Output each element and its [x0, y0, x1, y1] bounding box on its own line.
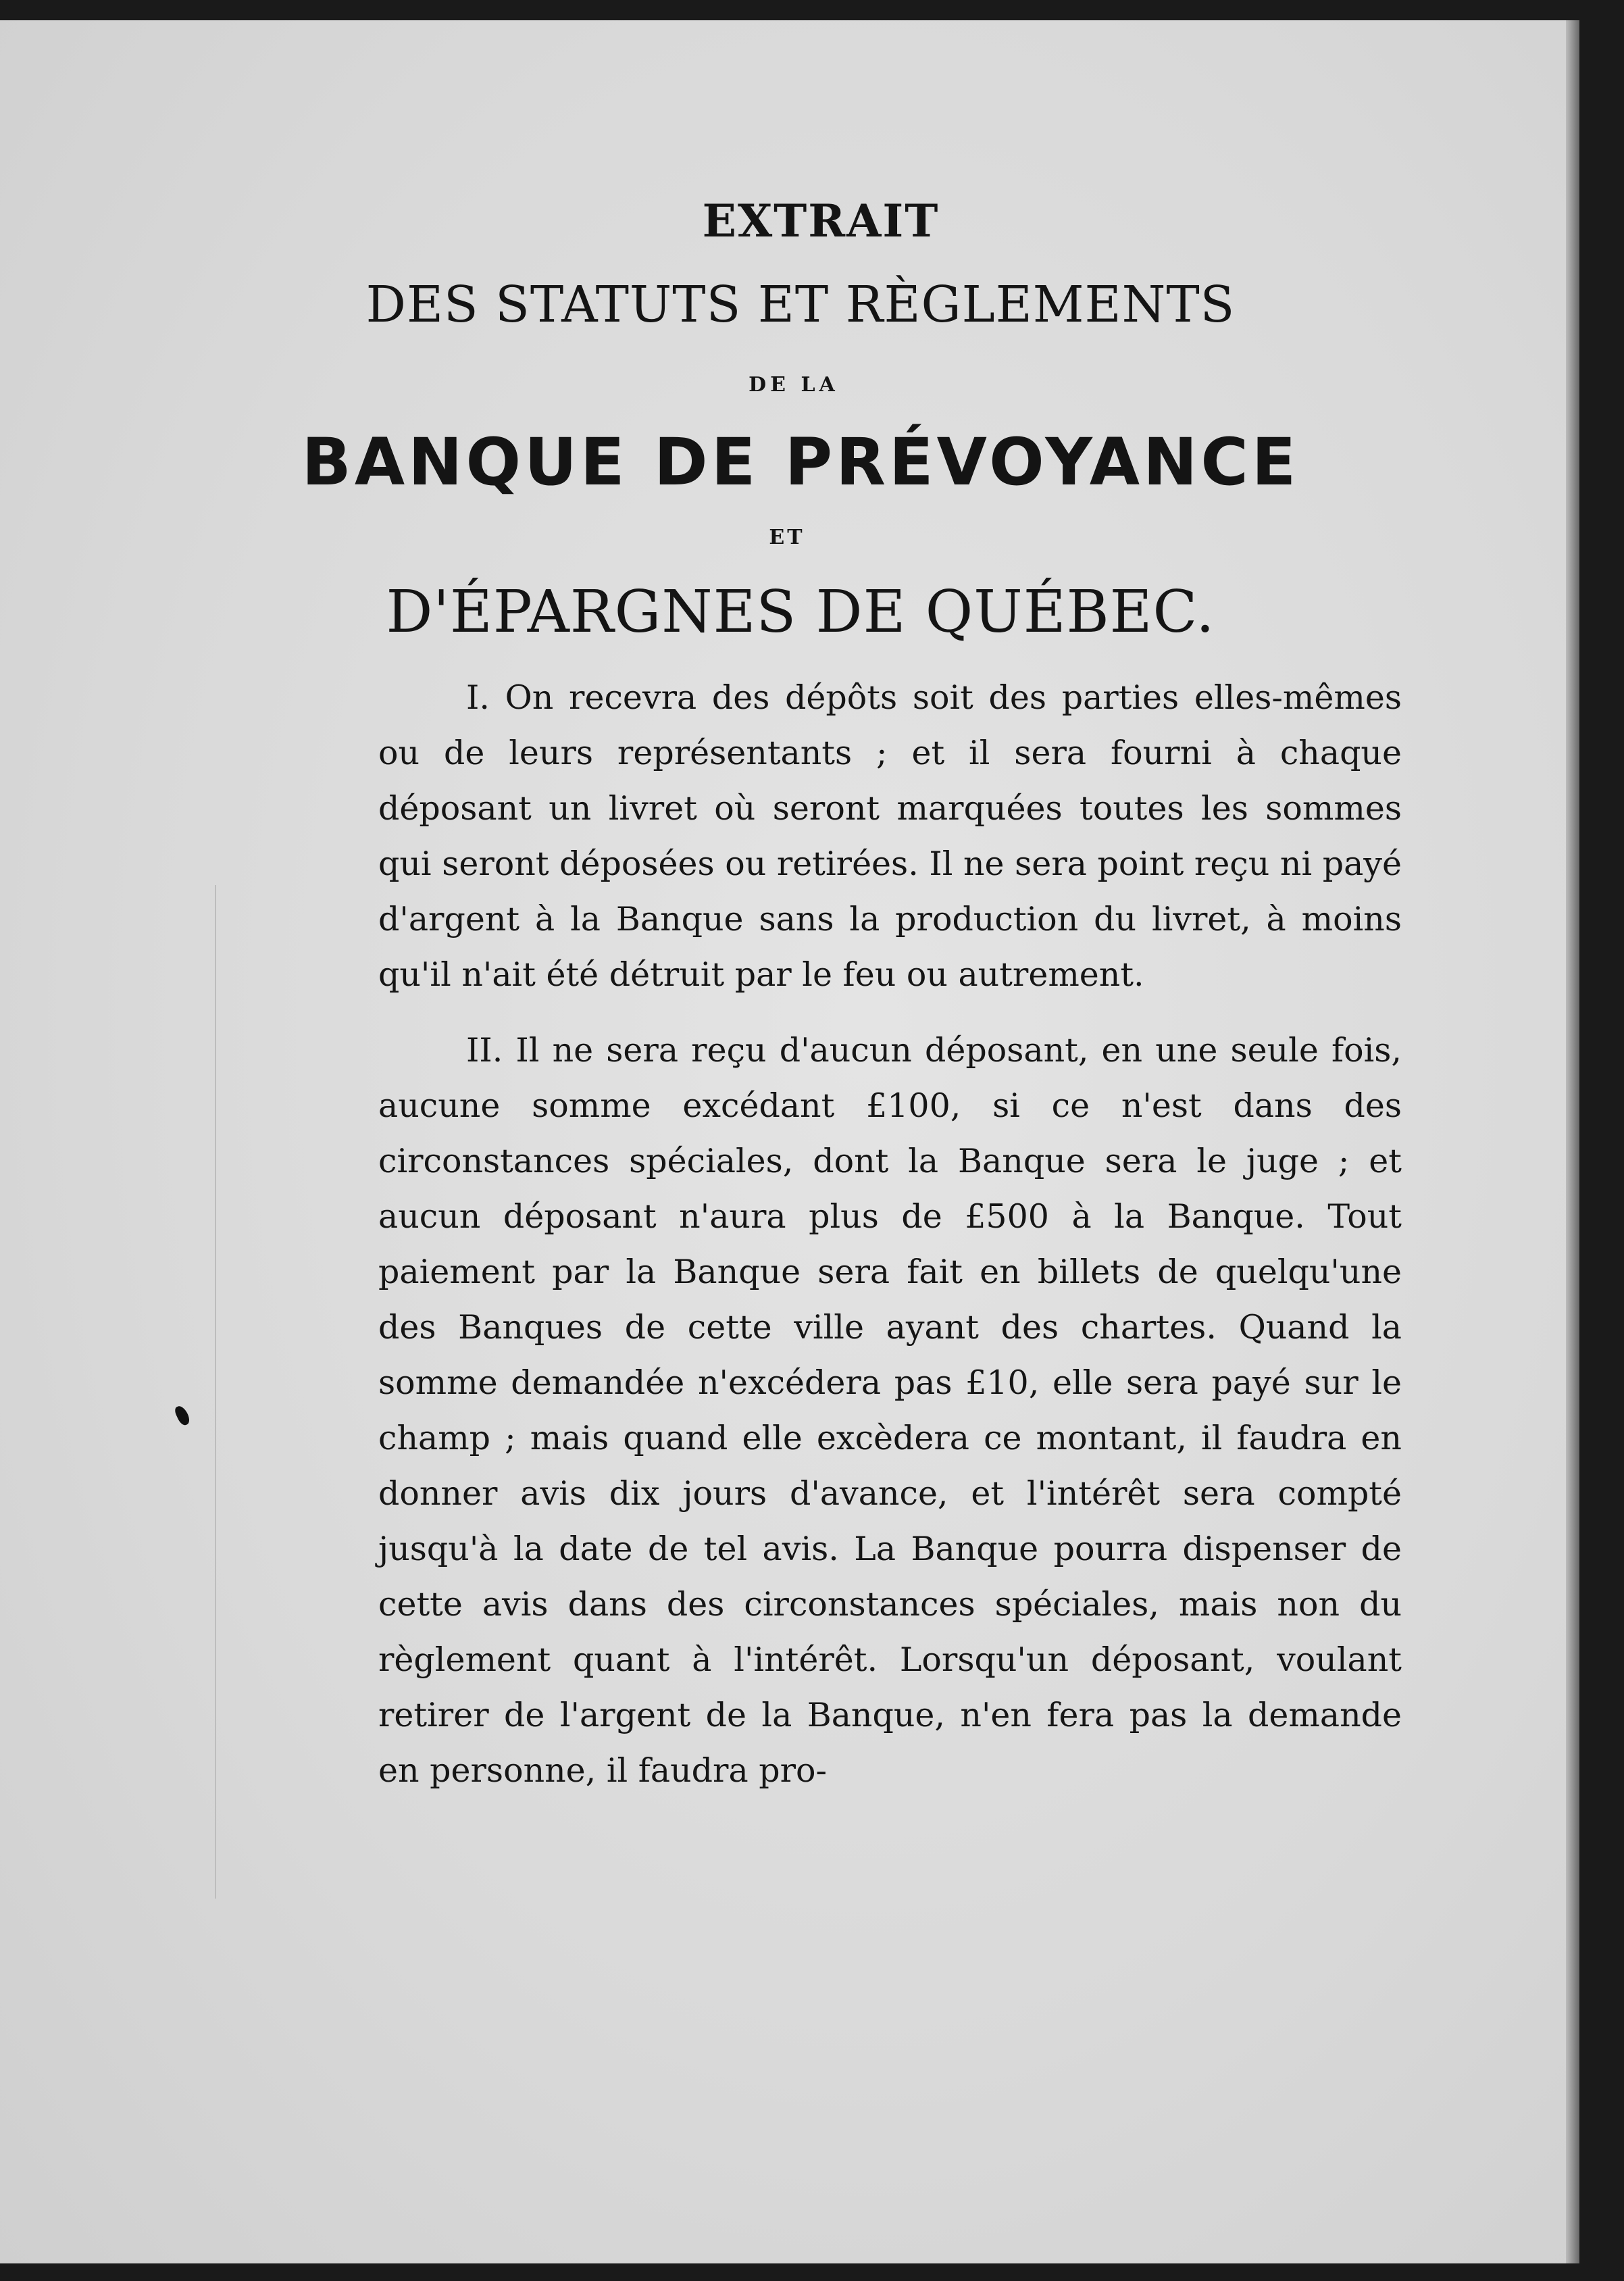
header-et: ET [769, 526, 805, 549]
header-extrait: EXTRAIT [702, 195, 940, 247]
paragraph-article-1: I. On recevra des dépôts soit des parties elles-mêmes ou de leurs représentants ; et il sera fourni à chaque déposant un livret où seront marquées toutes les sommes qui seront déposées ou retirées. Il ne sera point reçu ni payé d'argent à la Banque sans la production du livret, à moins qu'il n'ait été détruit par le feu ou autrement. [378, 678, 1402, 994]
document-page [0, 20, 1574, 2263]
header-statuts: DES STATUTS ET RÈGLEMENTS [365, 276, 1236, 334]
paragraph-article-2: II. Il ne sera reçu d'aucun déposant, en une seule fois, aucune somme excédant £100, si ce n'est dans des circonstances spéciales, dont la Banque sera le juge ; et aucun déposant n'aura plus de £500 à la Banque. Tout paiement par la Banque sera fait en billets de quelqu'une des Banques de cette ville ayant des chartes. Quand la somme demandée n'excédera pas £10, elle sera payé sur le champ ; mais quand elle excèdera ce montant, il faudra en donner avis dix jours d'avance, et l'intérêt sera compté jusqu'à la date de tel avis. La Banque pourra dispenser de cette avis dans des circonstances spéciales, mais non du règlement quant à l'intérêt. Lorsqu'un déposant, voulant retirer de l'argent de la Banque, n'en fera pas la demande en personne, il faudra pro- [378, 1031, 1402, 1790]
ink-blot-mark [173, 1404, 191, 1427]
header-de-la: DE LA [748, 373, 839, 397]
page-fold-line [215, 885, 216, 1899]
header-bank-name: BANQUE DE PRÉVOYANCE [301, 424, 1300, 500]
header-epargnes: D'ÉPARGNES DE QUÉBEC. [386, 578, 1215, 646]
page-right-edge [1566, 20, 1579, 2263]
body-text [378, 670, 1402, 1819]
